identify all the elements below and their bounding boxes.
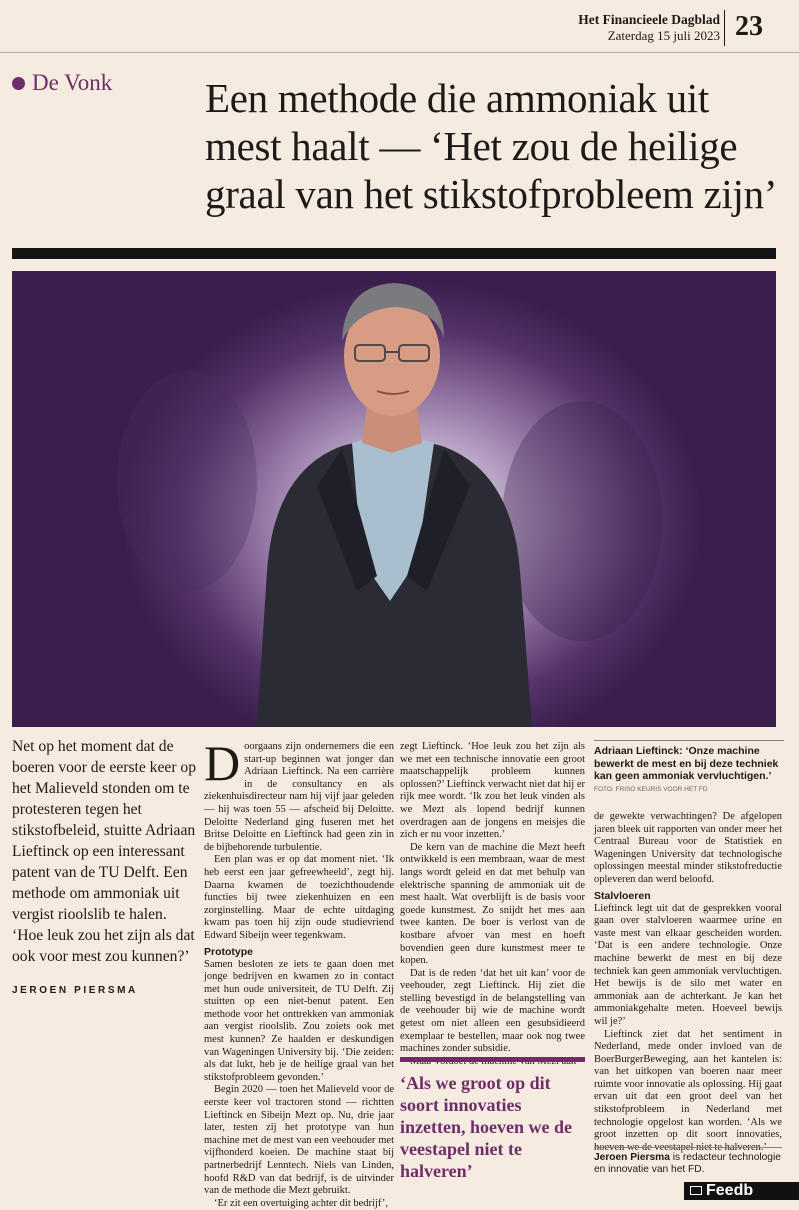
author-description: is redacteur technologie en innovatie van het FD. <box>594 1152 781 1176</box>
masthead <box>540 12 720 44</box>
body-paragraph: Een plan was er op dat moment niet. ‘Ik heb eerst een jaar gefreewheeld’, zegt hij. Daarna kwamen de toezichthoudende functies bij twee ziekenhuizen en een zorginstelling. Maar de echte uitdaging kwam pas toen hij zijn oude studievriend Edward Sibeijn weer tegenkwam. <box>204 854 394 941</box>
paper-name: Het Financieele Dagblad <box>578 12 720 27</box>
feedback-button[interactable] <box>684 1182 799 1200</box>
subheading-prototype: Prototype <box>204 945 254 958</box>
section-dot-icon <box>12 77 25 90</box>
subheading-stalvloeren: Stalvloeren <box>594 889 651 902</box>
body-paragraph: De kern van de machine die Mezt heeft ontwikkeld is een membraan, waar de mest langs wordt geleid en dat met behulp van elektrische spanning de ammoniak uit de mest haalt. Wat overblijft is de basis voor goede kunstmest. Zo snijdt het mes aan twee kanten. De boer is verlost van de kostbare afvoer van mest en hoeft bovendien geen dure kunstmest meer te kopen. <box>400 841 585 967</box>
author-note <box>594 1147 782 1177</box>
body-paragraph: ‘Er zit een overtuiging achter dit bedrijf’, <box>214 1197 389 1209</box>
drop-cap: D <box>204 735 241 791</box>
portrait-photo <box>12 271 776 727</box>
caption-text: Adriaan Lieftinck: ‘Onze machine bewerkt de mest en bij deze techniek kan geen ammoniak vervluchtigen.’ <box>594 745 779 782</box>
byline: JEROEN PIERSMA <box>12 985 138 996</box>
headline-rule <box>12 248 776 259</box>
photo-credit: FOTO: FRISO KEURIS VOOR HET FD <box>594 785 708 793</box>
headline: Een methode die ammoniak uit mest haalt — ‘Het zou de heilige graal van het stikstofprobleem zijn’ <box>205 75 778 217</box>
feedback-label: Feedb <box>706 1182 754 1199</box>
body-column-3 <box>594 811 782 1154</box>
page-number: 23 <box>735 11 763 42</box>
body-paragraph: Lieftinck legt uit dat de gesprekken vooral gaan over stalvloeren waarmee urine en vaste mest van elkaar gescheiden worden. ‘Dat is een andere technologie. Onze machine bewerkt de mest en bij deze techniek kan geen ammoniak vervluchtigen. Het bewijs is de silo met water en ammoniak aan de achterkant. Je kan het ammoniakgehalte meten. Hoeveel bewijs wil je?’ <box>594 902 782 1027</box>
body-paragraph: Lieftinck ziet dat het sentiment in Nederland, mede onder invloed van de BoerBurgerBeweging, aan het kantelen is: van het uitkopen van boeren naar meer ruimte voor innovatie als oplossing. Hij gaat ervan uit dat een groot deel van het stikstofprobleem in Nederland met technologie opgelost kan worden. ‘Als we groot inzetten op dit soort innovaties, hoeven we de veestapel niet te halveren.’ <box>594 1028 782 1153</box>
body-paragraph: Dat is de reden ‘dat het uit kan’ voor de veehouder, zegt Lieftinck. Hij ziet die stelling bevestigd in de belangstelling van de veehouder bij wie de machine wordt getest om niet alleen een gesubsidieerd exemplaar te bestellen, maar ook nog twee machines zonder subsidie. <box>400 967 585 1055</box>
mail-icon <box>690 1186 702 1195</box>
body-paragraph: Maar voldoet de machine van Mezt aan <box>410 1055 577 1067</box>
body-column-1 <box>204 735 394 1210</box>
body-paragraph: zegt Lieftinck. ‘Hoe leuk zou het zijn als we met een technische innovatie een groot maatschappelijk probleem kunnen oplossen?’ Lieftinck verwacht niet dat hij er rijk mee wordt. ‘Ik zou het leuk vinden als we Mezt als lopend bedrijf kunnen overdragen aan de jongens en meisjes die zich er nu voor inzetten.’ <box>400 741 585 841</box>
body-column-2 <box>400 741 585 1068</box>
header-divider <box>724 10 725 46</box>
section-name: De Vonk <box>32 70 113 95</box>
article-lede: Net op het moment dat de boeren voor de eerste keer op het Malieveld stonden om te protesteren tegen het stikstofbeleid, stuitte Adriaan Lieftinck op een interessant patent van de TU Delft. Een methode om ammoniak uit vergist rioolslib te halen. ‘Hoe leuk zou het zijn als dat ook voor mest zou kunnen?’ <box>12 738 197 965</box>
portrait-illustration <box>12 271 776 727</box>
pull-quote <box>400 1057 585 1182</box>
author-name: Jeroen Piersma <box>594 1152 670 1163</box>
photo-caption <box>594 740 784 795</box>
body-paragraph: Samen besloten ze iets te gaan doen met jonge bedrijven en kwamen zo in contact met hun oude universiteit, de TU Delft. Zij stuitten op een niet-benut patent. Een methode voor het onttrekken van ammoniak aan vergist rioolslib. Zou zoiets ook met mest kunnen? Ze haalden er deskundigen van Wageningen University bij. ‘Die zeiden: als dat lukt, heb je de heilige graal van het stikstofprobleem gevonden.’ <box>204 958 394 1083</box>
body-paragraph: de gewekte verwachtingen? De afgelopen jaren bleek uit rapporten van onder meer het Centraal Bureau voor de Statistiek en Wageningen University dat technologische oplossingen meestal minder stikstofreductie opleveren dan werd beloofd. <box>594 811 782 885</box>
body-paragraph: Doorgaans zijn ondernemers die een start-up beginnen wat jonger dan Adriaan Lieftinck. Na een carrière in de consultancy en als ziekenhuisdirecteur nam hij vijf jaar geleden — hij was toen 55 — afscheid bij Deloitte. Deloitte Nederland ging fuseren met het Britse Deloitte en Lieftinck had geen zin in de bijbehorende turbulentie. <box>204 735 394 853</box>
body-paragraph: Begin 2020 — toen het Malieveld voor de eerste keer vol tractoren stond — richtten Lieftinck en Sibeijn Mezt op. Nu, drie jaar later, testen zij het prototype van hun machine met de mest van een veehouder met vijfhonderd koeien. De machine staat bij partnerbedrijf Lenntech. Niels van Linden, hoofd R&D van dat bedrijf, is de uitvinder van de methode die Mezt gebruikt. <box>204 1084 394 1197</box>
pull-quote-text: ‘Als we groot op dit soort innovaties inzetten, hoeven we de veestapel niet te halveren’ <box>400 1073 572 1181</box>
issue-date: Zaterdag 15 juli 2023 <box>607 28 720 43</box>
section-label <box>12 70 112 96</box>
top-rule <box>0 52 799 53</box>
